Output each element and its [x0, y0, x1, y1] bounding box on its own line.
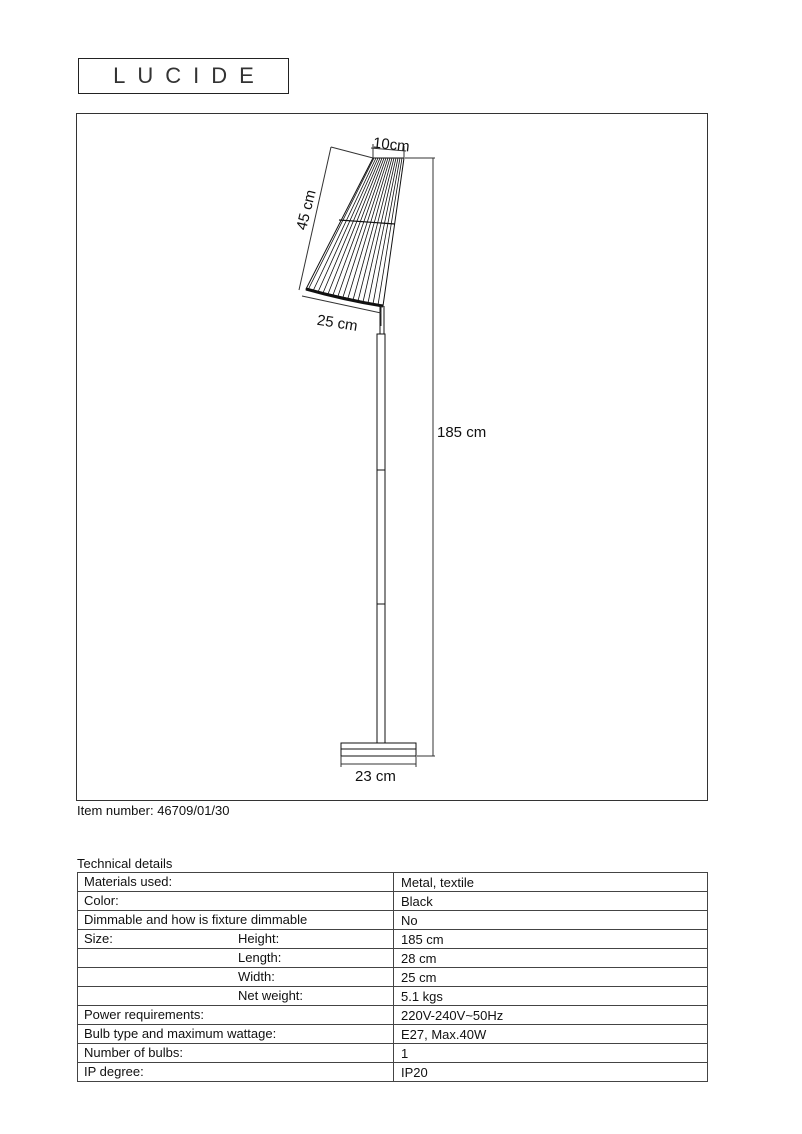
lamp-drawing — [77, 114, 709, 802]
spec-sublabel: Net weight: — [238, 988, 304, 1003]
spec-value: E27, Max.40W — [394, 1025, 708, 1044]
table-row — [78, 987, 708, 1006]
spec-label-cell — [78, 873, 394, 892]
table-row — [78, 873, 708, 892]
table-row — [78, 1006, 708, 1025]
spec-label-cell — [78, 949, 394, 968]
spec-label: Power requirements: — [84, 1007, 204, 1022]
spec-sublabel: Height: — [238, 931, 280, 946]
table-row — [78, 949, 708, 968]
spec-value: 5.1 kgs — [394, 987, 708, 1006]
table-row — [78, 1025, 708, 1044]
spec-label-cell — [78, 987, 394, 1006]
table-row — [78, 1044, 708, 1063]
spec-label-cell — [78, 968, 394, 987]
product-drawing — [76, 113, 708, 801]
table-row — [78, 930, 708, 949]
spec-sublabel: Length: — [238, 950, 282, 965]
spec-value: 28 cm — [394, 949, 708, 968]
spec-label: Size: — [84, 931, 113, 946]
spec-value: 25 cm — [394, 968, 708, 987]
table-row — [78, 892, 708, 911]
lamp-pole — [377, 334, 385, 744]
spec-label-cell — [78, 1063, 394, 1082]
spec-label-cell — [78, 1025, 394, 1044]
logo-text: LUCIDE — [113, 63, 266, 88]
dim-total-height: 185 cm — [437, 424, 487, 441]
brand-logo — [78, 58, 289, 94]
dim-shade-diameter: 25 cm — [315, 311, 359, 335]
table-row — [78, 1063, 708, 1082]
dim-base-diameter: 23 cm — [355, 768, 396, 785]
spec-value: No — [394, 911, 708, 930]
spec-value: 220V-240V~50Hz — [394, 1006, 708, 1025]
spec-label-cell — [78, 1006, 394, 1025]
spec-label-cell — [78, 892, 394, 911]
spec-label-cell — [78, 930, 394, 949]
lamp-shade — [306, 158, 404, 306]
spec-label: IP degree: — [84, 1064, 144, 1079]
spec-value: Metal, textile — [394, 873, 708, 892]
dim-shade-height: 45 cm — [293, 188, 320, 232]
spec-label: Color: — [84, 893, 119, 908]
spec-label: Materials used: — [84, 874, 173, 889]
spec-value: 1 — [394, 1044, 708, 1063]
technical-details-title: Technical details — [77, 856, 173, 871]
item-number: Item number: 46709/01/30 — [77, 803, 230, 818]
dim-top-diameter: 10cm — [372, 134, 411, 156]
technical-details-table — [77, 872, 708, 1082]
spec-label: Number of bulbs: — [84, 1045, 183, 1060]
spec-value: 185 cm — [394, 930, 708, 949]
spec-sublabel: Width: — [238, 969, 275, 984]
spec-label-cell — [78, 911, 394, 930]
table-row — [78, 911, 708, 930]
table-row — [78, 968, 708, 987]
spec-label-cell — [78, 1044, 394, 1063]
spec-label: Dimmable and how is fixture dimmable — [84, 912, 308, 927]
spec-value: Black — [394, 892, 708, 911]
spec-value: IP20 — [394, 1063, 708, 1082]
spec-label: Bulb type and maximum wattage: — [84, 1026, 277, 1041]
